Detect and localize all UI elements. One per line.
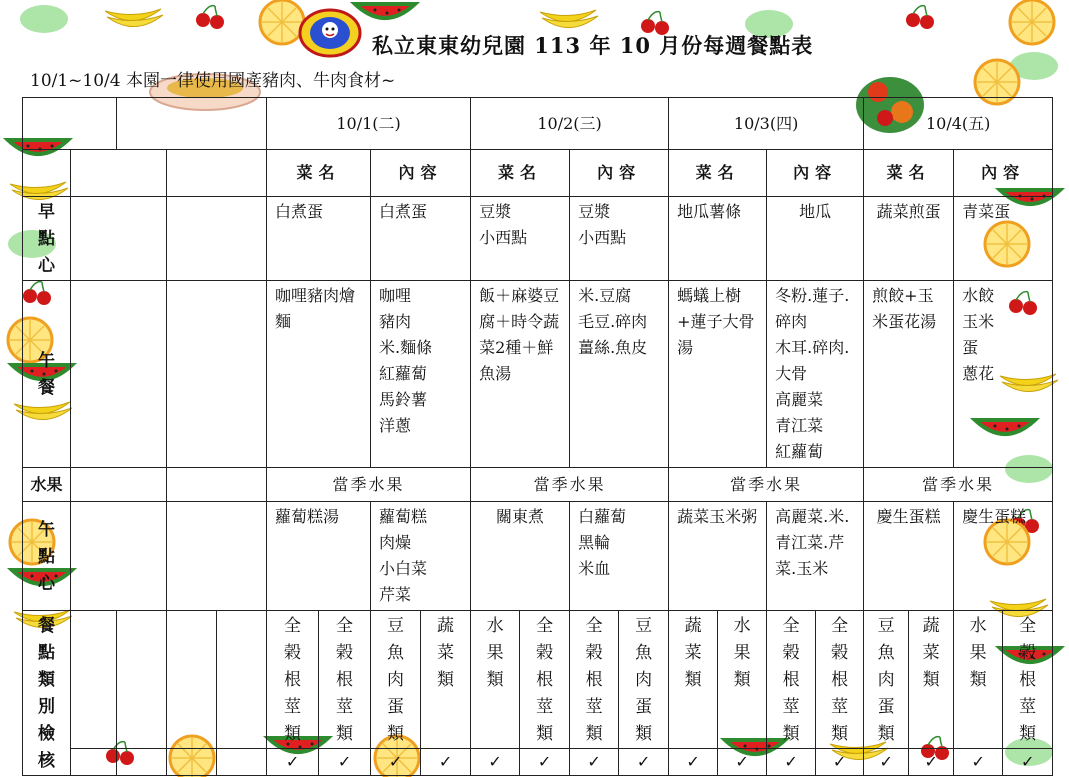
food-category-cell: 豆魚肉蛋類 bbox=[619, 611, 669, 749]
fruit-cell: 當季水果 bbox=[267, 468, 471, 502]
blank-cell bbox=[71, 197, 167, 281]
blank-cell bbox=[117, 749, 167, 776]
category-checkmark: ✓ bbox=[421, 749, 471, 776]
category-checkmark: ✓ bbox=[669, 749, 718, 776]
afternoon-content: 白蘿蔔 黑輪 米血 bbox=[570, 502, 669, 611]
day-header: 10/4(五) bbox=[864, 98, 1053, 150]
blank-cell bbox=[167, 611, 217, 749]
category-checkmark: ✓ bbox=[767, 749, 816, 776]
afternoon-content: 高麗菜.米.青江菜.芹菜.玉米 bbox=[767, 502, 864, 611]
day-header: 10/1(二) bbox=[267, 98, 471, 150]
lunch-content: 米.豆腐 毛豆.碎肉 薑絲.魚皮 bbox=[570, 281, 669, 468]
blank-cell bbox=[71, 611, 117, 749]
afternoon-dish: 關東煮 bbox=[471, 502, 570, 611]
food-category-cell: 全榖根莖類 bbox=[319, 611, 371, 749]
food-category-cell: 全榖根莖類 bbox=[1003, 611, 1053, 749]
content-column-header: 內容 bbox=[954, 150, 1053, 197]
lunch-label: 午餐 bbox=[23, 281, 71, 468]
fruit-label: 水果 bbox=[23, 468, 71, 502]
content-column-header: 內容 bbox=[570, 150, 669, 197]
lunch-dish: 飯＋麻婆豆腐＋時令蔬菜2種＋鮮魚湯 bbox=[471, 281, 570, 468]
day-header: 10/3(四) bbox=[669, 98, 864, 150]
breakfast-label: 早點心 bbox=[23, 197, 71, 281]
afternoon-dish: 蔬菜玉米粥 bbox=[669, 502, 767, 611]
page-subtitle: 10/1~10/4 本園一律使用國產豬肉、牛肉食材~ bbox=[30, 71, 396, 91]
category-checkmark: ✓ bbox=[619, 749, 669, 776]
lunch-dish: 螞蟻上樹+蓮子大骨湯 bbox=[669, 281, 767, 468]
blank-cell bbox=[167, 150, 267, 197]
day-header: 10/2(三) bbox=[471, 98, 669, 150]
dish-column-header: 菜名 bbox=[669, 150, 767, 197]
afternoon-dish: 慶生蛋糕 bbox=[864, 502, 954, 611]
blank-cell bbox=[71, 749, 117, 776]
lunch-content: 咖哩 豬肉 米.麵條 紅蘿蔔 馬鈴薯 洋蔥 bbox=[371, 281, 471, 468]
category-checkmark: ✓ bbox=[319, 749, 371, 776]
breakfast-dish: 豆漿 小西點 bbox=[471, 197, 570, 281]
afternoon-content: 蘿蔔糕 肉燥 小白菜 芹菜 bbox=[371, 502, 471, 611]
food-category-cell: 全榖根莖類 bbox=[767, 611, 816, 749]
category-checkmark: ✓ bbox=[816, 749, 864, 776]
lunch-dish: 咖哩豬肉燴麵 bbox=[267, 281, 371, 468]
blank-cell bbox=[167, 281, 267, 468]
food-category-cell: 全榖根莖類 bbox=[570, 611, 619, 749]
breakfast-content: 地瓜 bbox=[767, 197, 864, 281]
food-category-cell: 蔬菜類 bbox=[669, 611, 718, 749]
fruit-cell: 當季水果 bbox=[864, 468, 1053, 502]
lunch-content: 冬粉.蓮子.碎肉 木耳.碎肉.大骨 高麗菜 青江菜 紅蘿蔔 bbox=[767, 281, 864, 468]
category-checkmark: ✓ bbox=[1003, 749, 1053, 776]
blank-cell bbox=[71, 281, 167, 468]
school-logo bbox=[298, 8, 362, 58]
afternoon-dish: 蘿蔔糕湯 bbox=[267, 502, 371, 611]
blank-header-cell bbox=[117, 98, 267, 150]
category-checkmark: ✓ bbox=[570, 749, 619, 776]
afternoon-content: 慶生蛋糕 bbox=[954, 502, 1053, 611]
dish-column-header: 菜名 bbox=[267, 150, 371, 197]
fruit-cell: 當季水果 bbox=[471, 468, 669, 502]
blank-cell bbox=[217, 611, 267, 749]
breakfast-dish: 白煮蛋 bbox=[267, 197, 371, 281]
breakfast-dish: 蔬菜煎蛋 bbox=[864, 197, 954, 281]
food-category-cell: 全榖根莖類 bbox=[267, 611, 319, 749]
page-title: 私立東東幼兒園 113 年 10 月份每週餐點表 bbox=[372, 33, 814, 58]
blank-cell bbox=[167, 468, 267, 502]
category-checkmark: ✓ bbox=[718, 749, 767, 776]
lunch-content: 水餃 玉米 蛋 蔥花 bbox=[954, 281, 1053, 468]
content-column-header: 內容 bbox=[767, 150, 864, 197]
category-checkmark: ✓ bbox=[864, 749, 909, 776]
food-category-cell: 蔬菜類 bbox=[909, 611, 954, 749]
food-category-cell: 蔬菜類 bbox=[421, 611, 471, 749]
blank-cell bbox=[167, 502, 267, 611]
dish-column-header: 菜名 bbox=[471, 150, 570, 197]
food-category-cell: 豆魚肉蛋類 bbox=[371, 611, 421, 749]
fruit-cell: 當季水果 bbox=[669, 468, 864, 502]
food-category-cell: 水果類 bbox=[471, 611, 520, 749]
weekly-menu-table bbox=[22, 97, 1053, 776]
blank-cell bbox=[167, 749, 217, 776]
category-checkmark: ✓ bbox=[471, 749, 520, 776]
corner-cell bbox=[23, 98, 117, 150]
food-category-cell: 全榖根莖類 bbox=[520, 611, 570, 749]
category-checkmark: ✓ bbox=[267, 749, 319, 776]
content-column-header: 內容 bbox=[371, 150, 471, 197]
category-check-label: 餐點類別檢核 bbox=[23, 611, 71, 776]
blank-cell bbox=[71, 468, 167, 502]
food-category-cell: 全榖根莖類 bbox=[816, 611, 864, 749]
breakfast-dish: 地瓜薯條 bbox=[669, 197, 767, 281]
blank-cell bbox=[117, 611, 167, 749]
blank-cell bbox=[71, 502, 167, 611]
breakfast-content: 白煮蛋 bbox=[371, 197, 471, 281]
blank-cell bbox=[71, 150, 167, 197]
category-checkmark: ✓ bbox=[520, 749, 570, 776]
blank-cell bbox=[217, 749, 267, 776]
food-category-cell: 水果類 bbox=[718, 611, 767, 749]
dish-column-header: 菜名 bbox=[864, 150, 954, 197]
category-checkmark: ✓ bbox=[909, 749, 954, 776]
category-checkmark: ✓ bbox=[954, 749, 1003, 776]
food-category-cell: 豆魚肉蛋類 bbox=[864, 611, 909, 749]
breakfast-content: 青菜蛋 bbox=[954, 197, 1053, 281]
lunch-dish: 煎餃+玉米蛋花湯 bbox=[864, 281, 954, 468]
category-checkmark: ✓ bbox=[371, 749, 421, 776]
afternoon-snack-label: 午點心 bbox=[23, 502, 71, 611]
breakfast-content: 豆漿 小西點 bbox=[570, 197, 669, 281]
label-column-cell bbox=[23, 150, 71, 197]
food-category-cell: 水果類 bbox=[954, 611, 1003, 749]
blank-cell bbox=[167, 197, 267, 281]
